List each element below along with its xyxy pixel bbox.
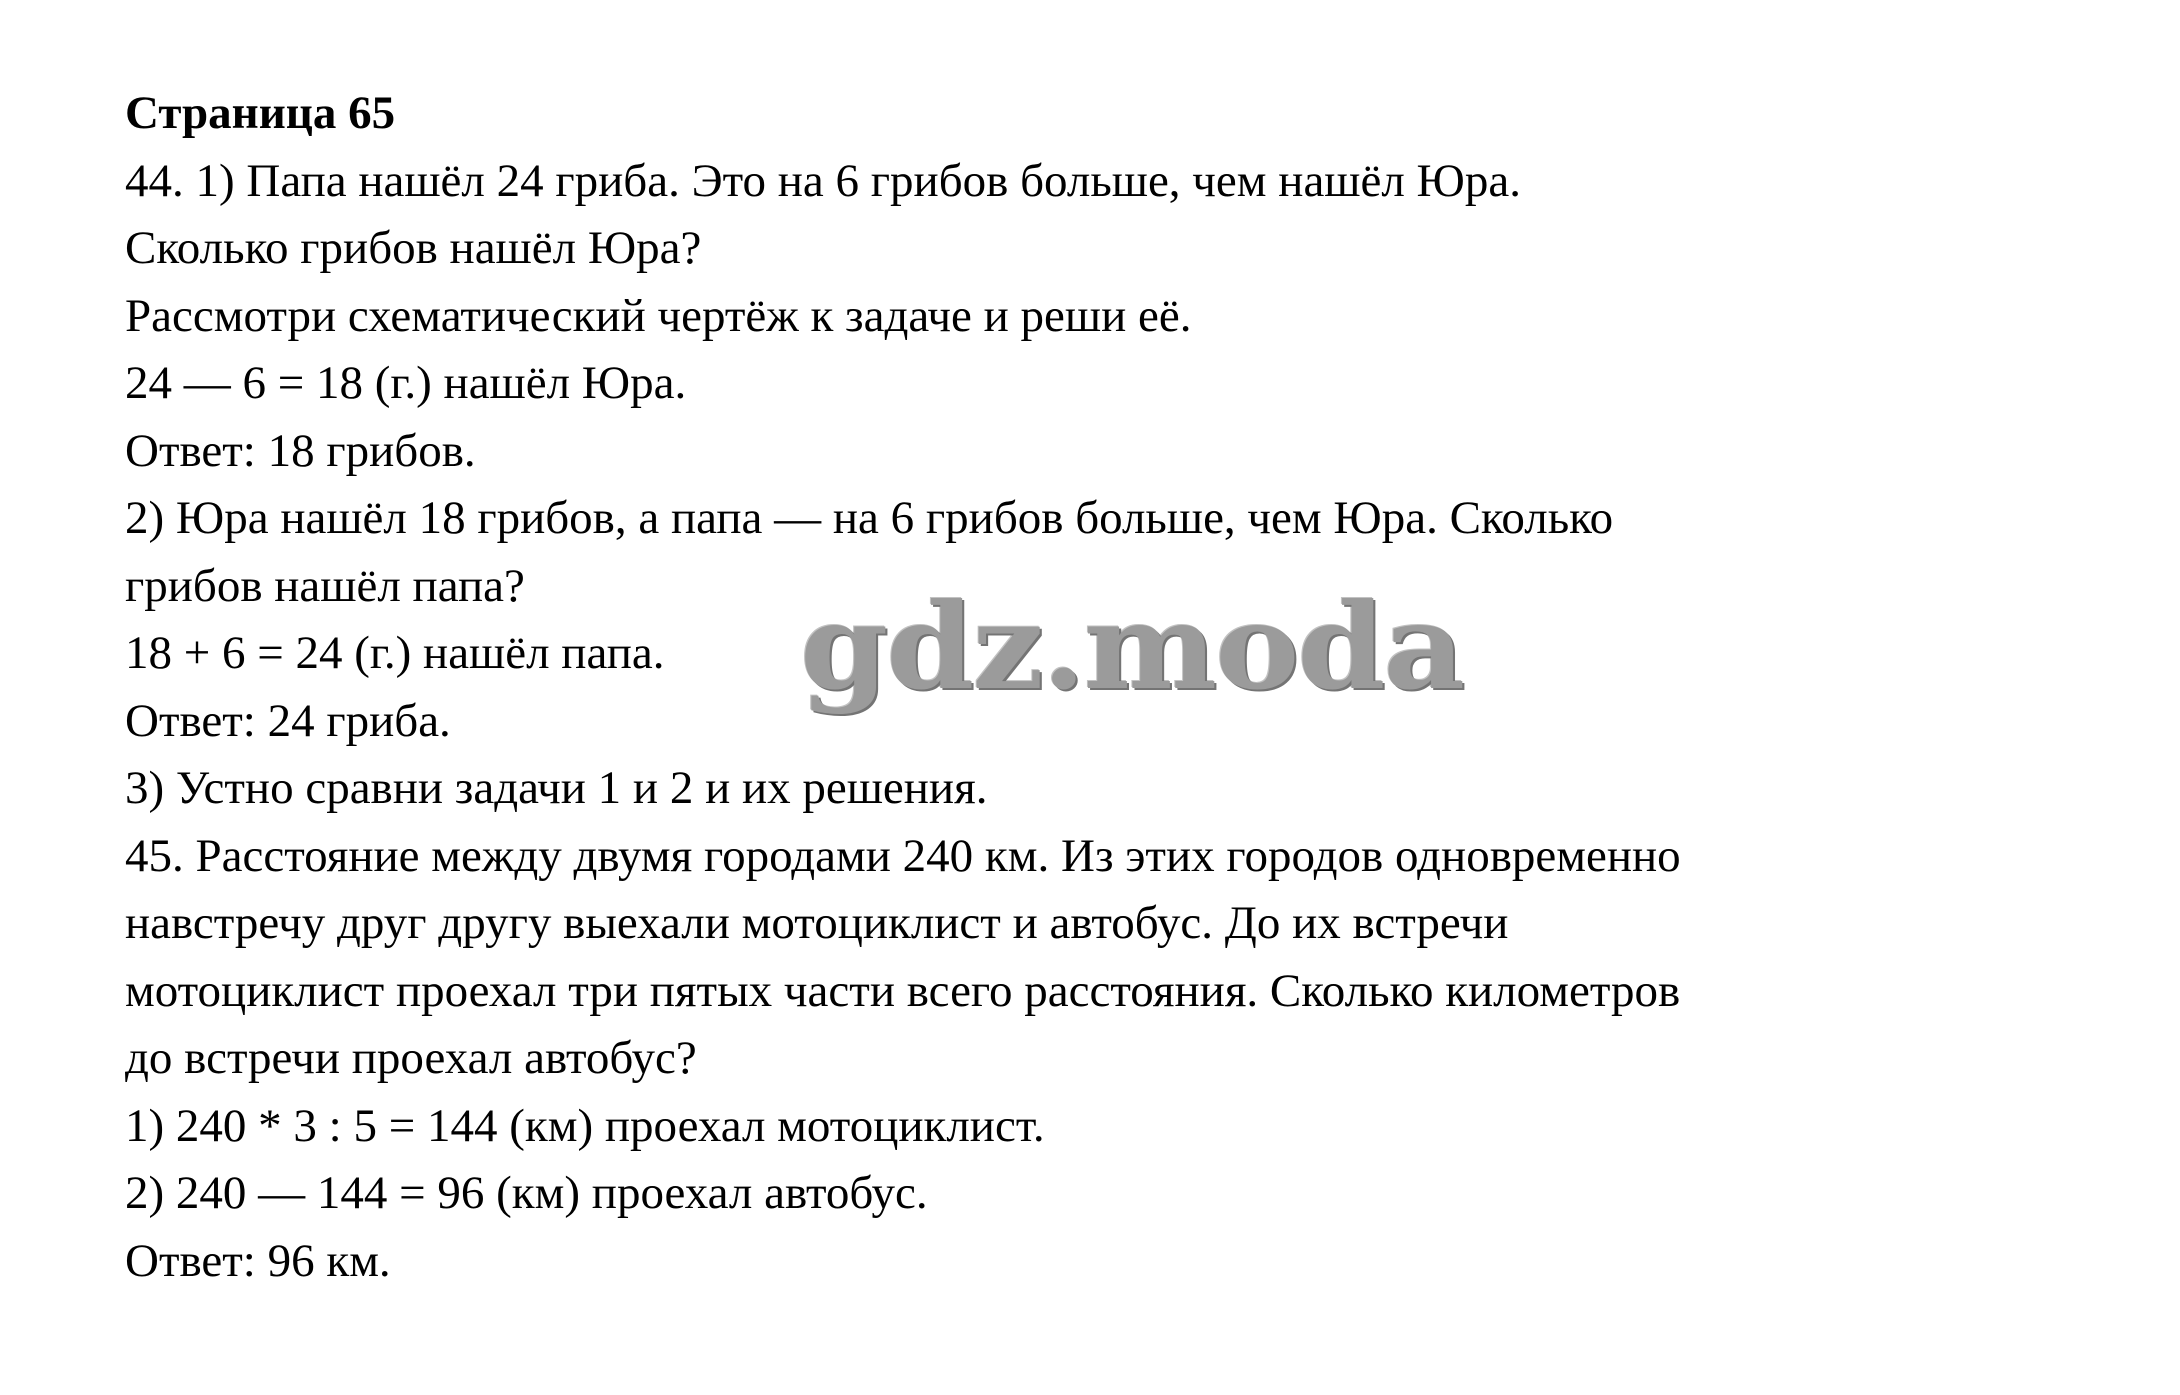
- task-44-part2-line1: 2) Юра нашёл 18 грибов, а папа — на 6 грибов больше, чем Юра. Сколько: [125, 492, 1614, 544]
- watermark-logo: gdz.moda: [800, 577, 1464, 716]
- task-44-part2-line2: грибов нашёл папа?: [125, 559, 525, 612]
- task-45-line2: навстречу друг другу выехали мотоциклист и автобус. До их встречи: [125, 897, 1509, 949]
- task-45-answer: Ответ: 96 км.: [125, 1234, 391, 1287]
- task-44-part1-line1: 44. 1) Папа нашёл 24 гриба. Это на 6 грибов больше, чем нашёл Юра.: [125, 154, 1521, 207]
- page-title: Страница 65: [125, 87, 396, 139]
- task-44-part2-answer: Ответ: 24 гриба.: [125, 694, 451, 747]
- task-44-part1-line2: Сколько грибов нашёл Юра?: [125, 222, 702, 274]
- task-44-part2-solution: 18 + 6 = 24 (г.) нашёл папа.: [125, 627, 665, 679]
- task-44-part1-solution: 24 — 6 = 18 (г.) нашёл Юра.: [125, 357, 687, 409]
- task-44-instruction: Рассмотри схематический чертёж к задаче и реши её.: [125, 289, 1192, 342]
- task-45-line3: мотоциклист проехал три пятых части всего расстояния. Сколько километров: [125, 964, 1681, 1017]
- task-44-part3: 3) Устно сравни задачи 1 и 2 и их решения.: [125, 762, 988, 814]
- task-45-line4: до встречи проехал автобус?: [125, 1032, 697, 1084]
- task-44-part1-answer: Ответ: 18 грибов.: [125, 424, 476, 477]
- task-45-solution-step2: 2) 240 — 144 = 96 (км) проехал автобус.: [125, 1167, 928, 1219]
- task-45-line1: 45. Расстояние между двумя городами 240 км. Из этих городов одновременно: [125, 829, 1681, 882]
- task-45-solution-step1: 1) 240 * 3 : 5 = 144 (км) проехал мотоциклист.: [125, 1099, 1045, 1152]
- document-page: [125, 80, 2125, 1295]
